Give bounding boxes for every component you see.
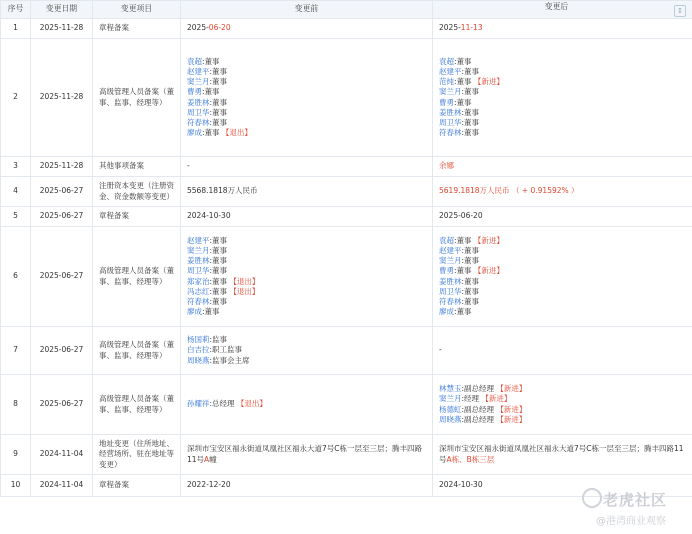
change-line xyxy=(439,266,686,276)
cell-before xyxy=(181,227,433,327)
person-link[interactable]: 袁超 xyxy=(187,56,202,66)
change-highlight: 【退出】 xyxy=(227,286,260,296)
person-link[interactable]: 孙耀祥 xyxy=(187,399,210,409)
change-text: 2025- xyxy=(439,23,461,33)
change-text: :董事 xyxy=(461,256,480,266)
change-text: :董事 xyxy=(209,66,228,76)
person-link[interactable]: 白吉拉 xyxy=(187,345,210,355)
change-text: 2025-06-20 xyxy=(439,211,483,221)
change-line xyxy=(439,277,686,287)
watermark-subtitle: @港湾商业观察 xyxy=(596,516,666,527)
change-line xyxy=(439,87,686,97)
change-line xyxy=(439,405,686,415)
person-link[interactable]: 林慧玉 xyxy=(439,384,462,394)
person-link[interactable]: 范纯 xyxy=(439,77,454,87)
cell-item: 章程备案 xyxy=(93,475,181,497)
cell-item: 注册资本变更（注册资金、资金数额等变更） xyxy=(93,177,181,207)
person-link[interactable]: 姜胜林 xyxy=(187,97,210,107)
change-line xyxy=(439,297,686,307)
change-text: :董事 xyxy=(209,97,228,107)
cell-seq: 2 xyxy=(1,39,31,157)
change-line xyxy=(439,98,686,108)
table-header-row xyxy=(1,1,692,19)
person-link[interactable]: 廖成 xyxy=(439,307,454,317)
change-text: :总经理 xyxy=(209,399,235,409)
change-text: :副总经理 xyxy=(461,414,495,424)
change-highlight: 【新进】 xyxy=(471,266,504,276)
change-line xyxy=(439,128,686,138)
cell-after xyxy=(433,177,692,207)
person-link[interactable]: 周卫华 xyxy=(439,117,462,127)
cell-date: 2025-06-27 xyxy=(31,227,93,327)
change-line xyxy=(187,77,426,87)
change-highlight: 【新进】 xyxy=(471,77,504,87)
cell-before xyxy=(181,177,433,207)
change-highlight: 【新进】 xyxy=(494,384,527,394)
cell-after xyxy=(433,157,692,177)
change-text: 5568.1818万人民币 xyxy=(187,186,258,196)
person-link[interactable]: 赵建平 xyxy=(439,245,462,255)
table-row xyxy=(1,177,692,207)
change-text: :董事 xyxy=(461,296,480,306)
change-text: :经理 xyxy=(461,394,480,404)
cell-date: 2024-11-04 xyxy=(31,475,93,497)
change-text: 2025- xyxy=(187,23,209,33)
change-line xyxy=(439,384,686,394)
change-text: :董事 xyxy=(461,87,480,97)
person-link[interactable]: 赵建平 xyxy=(187,235,210,245)
change-line xyxy=(187,57,426,67)
person-link[interactable]: 符春林 xyxy=(187,296,210,306)
change-highlight: 【新进】 xyxy=(494,414,527,424)
change-line xyxy=(187,444,426,464)
change-text: :副总经理 xyxy=(461,384,495,394)
cell-date: 2025-06-27 xyxy=(31,177,93,207)
cell-before xyxy=(181,435,433,475)
cell-item: 章程备案 xyxy=(93,207,181,227)
change-text: :董事 xyxy=(454,56,472,66)
header-before: 变更前 xyxy=(181,1,433,19)
change-line xyxy=(439,23,686,33)
change-text: 深圳市宝安区福永街道凤凰社区福永大道7号C栋一层至三层；腾丰四路11号 xyxy=(187,444,423,464)
cell-date: 2025-06-27 xyxy=(31,375,93,435)
change-text: :董事 xyxy=(202,87,220,97)
person-link[interactable]: 符春林 xyxy=(187,117,210,127)
cell-seq: 10 xyxy=(1,475,31,497)
person-link[interactable]: 廖成 xyxy=(187,307,202,317)
change-text: :董事 xyxy=(209,117,228,127)
cell-item: 高级管理人员备案（董事、监事、经理等） xyxy=(93,227,181,327)
table-row xyxy=(1,327,692,375)
person-link[interactable]: 姜胜林 xyxy=(439,276,462,286)
table-row xyxy=(1,207,692,227)
change-line xyxy=(439,108,686,118)
change-line xyxy=(439,67,686,77)
change-highlight: 11-13 xyxy=(460,23,483,33)
cell-before xyxy=(181,39,433,157)
change-line xyxy=(187,23,426,33)
change-line xyxy=(439,394,686,404)
expand-icon[interactable]: ↕ xyxy=(674,5,686,17)
change-highlight: A xyxy=(204,454,210,464)
change-text: - xyxy=(187,161,190,171)
change-text: :副总经理 xyxy=(461,404,495,414)
change-line xyxy=(187,287,426,297)
cell-before xyxy=(181,475,433,497)
change-line xyxy=(439,77,686,87)
change-line xyxy=(439,211,686,221)
person-link[interactable]: 符春林 xyxy=(439,296,462,306)
change-text: 幢 xyxy=(209,454,217,464)
change-text: :董事 xyxy=(454,77,472,87)
person-link[interactable]: 周卫华 xyxy=(187,266,210,276)
change-line xyxy=(187,266,426,276)
change-text: - xyxy=(439,345,442,355)
person-link[interactable]: 姜胜林 xyxy=(187,256,210,266)
table-row xyxy=(1,227,692,327)
change-line xyxy=(187,87,426,97)
change-line xyxy=(187,307,426,317)
change-line xyxy=(187,480,426,490)
person-link[interactable]: 郑家治 xyxy=(187,276,210,286)
cell-item: 高级管理人员备案（董事、监事、经理等） xyxy=(93,375,181,435)
cell-before xyxy=(181,19,433,39)
header-item: 变更项目 xyxy=(93,1,181,19)
change-line xyxy=(187,356,426,366)
person-link[interactable]: 曹勇 xyxy=(187,87,202,97)
change-line xyxy=(187,236,426,246)
change-line xyxy=(187,256,426,266)
change-text: 2022-12-20 xyxy=(187,480,231,490)
watermark-title: 老虎社区 xyxy=(603,491,668,509)
person-link[interactable]: 杨国莉 xyxy=(187,335,210,345)
change-line xyxy=(187,98,426,108)
change-text: :董事 xyxy=(209,245,228,255)
change-text: :监事会主席 xyxy=(209,355,250,365)
change-text: :监事 xyxy=(209,335,228,345)
person-link[interactable]: 袁超 xyxy=(439,235,454,245)
change-text: :职工监事 xyxy=(209,345,243,355)
change-text: :董事 xyxy=(454,97,472,107)
cell-date: 2024-11-04 xyxy=(31,435,93,475)
change-line xyxy=(439,287,686,297)
change-line xyxy=(187,118,426,128)
cell-before xyxy=(181,207,433,227)
cell-date: 2025-06-27 xyxy=(31,207,93,227)
change-text: :董事 xyxy=(209,266,228,276)
watermark-logo-icon xyxy=(582,488,602,508)
person-link[interactable]: 杨德虹 xyxy=(439,404,462,414)
cell-before xyxy=(181,157,433,177)
change-text: :董事 xyxy=(209,286,228,296)
change-line xyxy=(439,307,686,317)
change-line xyxy=(439,186,686,196)
cell-before xyxy=(181,375,433,435)
change-line xyxy=(187,335,426,345)
cell-item: 高级管理人员备案（董事、监事、经理等） xyxy=(93,327,181,375)
cell-item: 地址变更（住所地址、经营场所、驻在地址等变更） xyxy=(93,435,181,475)
change-line xyxy=(187,186,426,196)
change-line xyxy=(439,415,686,425)
table-row xyxy=(1,375,692,435)
change-text: :董事 xyxy=(461,107,480,117)
cell-seq: 9 xyxy=(1,435,31,475)
cell-after xyxy=(433,207,692,227)
table-row xyxy=(1,435,692,475)
cell-after xyxy=(433,227,692,327)
person-link[interactable]: 曹勇 xyxy=(439,266,454,276)
change-highlight: A栋、B栋三层 xyxy=(446,454,495,464)
person-link[interactable]: 袁超 xyxy=(439,56,454,66)
change-text: :董事 xyxy=(209,276,228,286)
cell-item: 高级管理人员备案（董事、监事、经理等） xyxy=(93,39,181,157)
change-highlight: 【退出】 xyxy=(219,128,252,138)
change-text: :董事 xyxy=(461,66,480,76)
change-text: :董事 xyxy=(202,128,220,138)
change-highlight: 【退出】 xyxy=(227,276,260,286)
header-seq: 序号 xyxy=(1,1,31,19)
person-link[interactable]: 窦兰月 xyxy=(187,77,210,87)
table-row xyxy=(1,19,692,39)
person-link[interactable]: 赵建平 xyxy=(439,66,462,76)
cell-date: 2025-11-28 xyxy=(31,39,93,157)
change-text: :董事 xyxy=(461,117,480,127)
cell-seq: 8 xyxy=(1,375,31,435)
person-link[interactable]: 窦兰月 xyxy=(439,256,462,266)
cell-after xyxy=(433,435,692,475)
cell-date: 2025-11-28 xyxy=(31,19,93,39)
header-after-label: 变更后 xyxy=(544,2,569,11)
change-highlight: 【新进】 xyxy=(479,394,512,404)
person-link[interactable]: 曹勇 xyxy=(439,97,454,107)
change-line xyxy=(187,67,426,77)
header-date: 变更日期 xyxy=(31,1,93,19)
cell-seq: 5 xyxy=(1,207,31,227)
change-line xyxy=(439,444,686,464)
change-line xyxy=(187,246,426,256)
cell-seq: 3 xyxy=(1,157,31,177)
change-text: :董事 xyxy=(209,77,228,87)
change-text: 2024-10-30 xyxy=(439,480,483,490)
cell-item: 其他事项备案 xyxy=(93,157,181,177)
cell-after xyxy=(433,327,692,375)
cell-seq: 7 xyxy=(1,327,31,375)
change-text: :董事 xyxy=(461,286,480,296)
change-highlight: 【新进】 xyxy=(471,235,504,245)
change-highlight: 5619.1818万人民币 （ + 0.91592% ） xyxy=(439,186,579,196)
person-link[interactable]: 周卫华 xyxy=(187,107,210,117)
cell-item: 章程备案 xyxy=(93,19,181,39)
change-line xyxy=(439,236,686,246)
person-link[interactable]: 符春林 xyxy=(439,128,462,138)
person-link[interactable]: 窦兰月 xyxy=(187,245,210,255)
person-link[interactable]: 冯志红 xyxy=(187,286,210,296)
change-line xyxy=(187,161,426,171)
change-text: :董事 xyxy=(461,245,480,255)
change-highlight: 余娜 xyxy=(439,161,454,171)
change-text: :董事 xyxy=(209,296,228,306)
change-line xyxy=(187,399,426,409)
change-text: :董事 xyxy=(461,128,480,138)
cell-date: 2025-11-28 xyxy=(31,157,93,177)
cell-after xyxy=(433,375,692,435)
change-text: :董事 xyxy=(209,107,228,117)
cell-after xyxy=(433,19,692,39)
cell-before xyxy=(181,327,433,375)
change-highlight: 【新进】 xyxy=(494,404,527,414)
change-line xyxy=(439,57,686,67)
header-after xyxy=(433,1,692,19)
change-text: :董事 xyxy=(454,266,472,276)
change-line xyxy=(439,345,686,355)
change-text: :董事 xyxy=(209,235,228,245)
change-text: :董事 xyxy=(202,307,220,317)
change-text: 2024-10-30 xyxy=(187,211,231,221)
change-line xyxy=(187,345,426,355)
change-line xyxy=(187,277,426,287)
table-row xyxy=(1,39,692,157)
change-line xyxy=(187,128,426,138)
person-link[interactable]: 周晓燕 xyxy=(439,414,462,424)
cell-after xyxy=(433,39,692,157)
change-text: :董事 xyxy=(209,256,228,266)
cell-seq: 6 xyxy=(1,227,31,327)
change-highlight: 06-20 xyxy=(208,23,231,33)
person-link[interactable]: 窦兰月 xyxy=(439,87,462,97)
change-line xyxy=(439,256,686,266)
person-link[interactable]: 周晓燕 xyxy=(187,355,210,365)
change-text: :董事 xyxy=(454,235,472,245)
change-line xyxy=(439,246,686,256)
cell-date: 2025-06-27 xyxy=(31,327,93,375)
person-link[interactable]: 廖成 xyxy=(187,128,202,138)
change-line xyxy=(439,118,686,128)
change-line xyxy=(187,211,426,221)
person-link[interactable]: 赵建平 xyxy=(187,66,210,76)
table-row xyxy=(1,157,692,177)
change-text: 深圳市宝安区福永街道凤凰社区福永大道7号C栋一层至三层；腾丰四路11号 xyxy=(439,444,684,464)
person-link[interactable]: 周卫华 xyxy=(439,286,462,296)
change-text: :董事 xyxy=(461,276,480,286)
change-highlight: 【退出】 xyxy=(234,399,267,409)
person-link[interactable]: 窦兰月 xyxy=(439,394,462,404)
change-line xyxy=(439,161,686,171)
change-line xyxy=(187,297,426,307)
cell-seq: 4 xyxy=(1,177,31,207)
cell-seq: 1 xyxy=(1,19,31,39)
change-text: :董事 xyxy=(454,307,472,317)
change-text: :董事 xyxy=(202,56,220,66)
change-line xyxy=(187,108,426,118)
person-link[interactable]: 姜胜林 xyxy=(439,107,462,117)
